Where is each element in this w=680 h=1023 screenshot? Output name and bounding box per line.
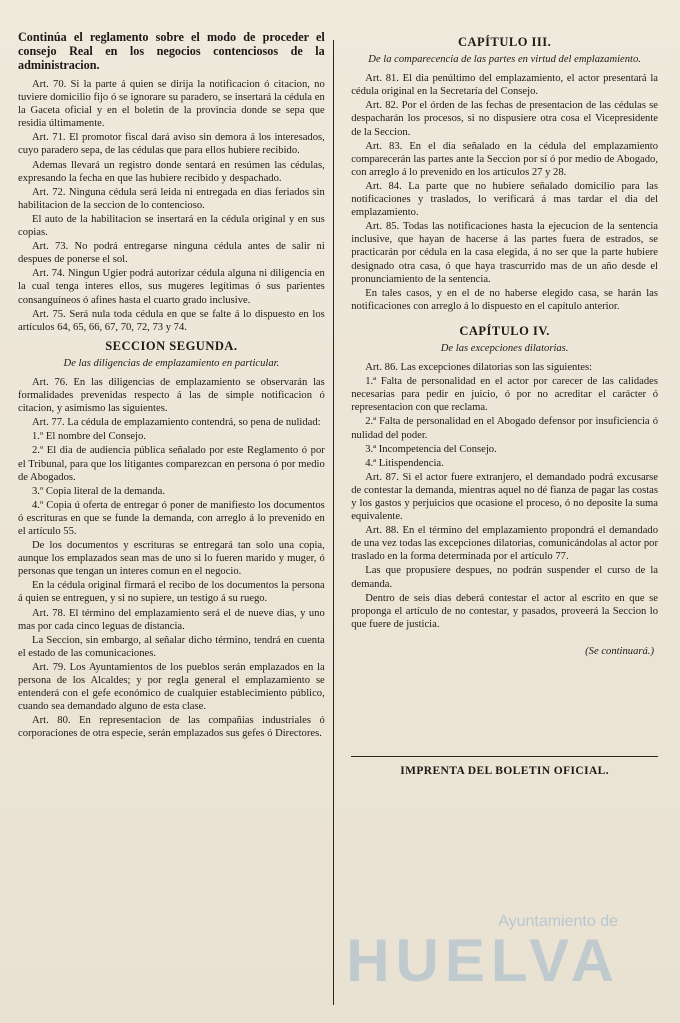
section-subtitle: De las diligencias de emplazamiento en particular. [63, 357, 280, 369]
article-paragraph: 4.ª Litispendencia. [365, 457, 444, 469]
article-paragraph: Art. 73. No podrá entregarse ninguna cédula antes de salir ni despues de ponerse el sol. [18, 241, 325, 266]
article-paragraph: Dentro de seis dias deberá contestar el actor al escrito en que se proponga el artículo de no contestar, y pasados, proveerá la Seccion lo que fuere de justicia. [351, 592, 658, 630]
left-column [18, 30, 325, 1005]
article-paragraph: Art. 76. En las diligencias de emplazamiento se observarán las formalidades prevenidas respecto á las de simple notificacion ó citacion, y asimismo las siguientes. [18, 376, 325, 415]
article-paragraph: 1.º El nombre del Consejo. [32, 431, 146, 443]
article-paragraph: 4.º Copia ú oferta de entregar ó poner de manifiesto los documentos ó escrituras en que se funde la demanda, con arreglo á lo prevenido en el artículo 55. [18, 499, 325, 537]
article-paragraph: 2.º El dia de audiencia pública señalado por este Reglamento ó por el Tribunal, para que los litigantes comparezcan en persona ó por medio de Abogados. [18, 445, 325, 483]
chapter-4-subtitle: De las excepciones dilatorias. [440, 342, 569, 354]
article-paragraph: 2.ª Falta de personalidad en el Abogado defensor por insuficiencia ó nulidad del poder. [351, 416, 658, 441]
article-paragraph: Art. 72. Ninguna cédula será leida ni entregada en dias feriados sin habilitacion de la seccion de lo contencioso. [18, 186, 325, 211]
article-paragraph: 3.º Copia literal de la demanda. [32, 485, 166, 497]
continuation-note: (Se continuará.) [585, 645, 654, 657]
article-paragraph: En tales casos, y en el de no haberse elegido casa, se harán las notificaciones con arreglo á lo dispuesto en el capítulo anterior. [351, 287, 658, 312]
intro-heading: Continúa el reglamento sobre el modo de proceder el consejo Real en los negocios contenciosos de la administracion. [18, 30, 325, 72]
printer-imprint: IMPRENTA DEL BOLETIN OFICIAL. [400, 765, 610, 778]
column-divider [333, 40, 334, 1005]
right-column [339, 30, 658, 1005]
article-paragraph: La Seccion, sin embargo, al señalar dicho término, tendrá en cuenta el estado de las comunicaciones. [18, 634, 325, 659]
article-paragraph: Art. 86. Las excepciones dilatorias son las siguientes: [365, 362, 593, 374]
right-articles-a [351, 72, 658, 313]
article-paragraph: Art. 85. Todas las notificaciones hasta la ejecucion de la sentencia inclusive, que hayan de hacerse á las partes fuera de estrados, se practicarán por cédula en la casa elegida, á no ser que la parte hubiere designado otra casa, ó que haya trascurrido mas de un año desde el pronunciamiento de la sentencia. [351, 221, 658, 285]
article-paragraph: Art. 74. Ningun Ugier podrá autorizar cédula alguna ni diligencia en la cual tenga interes ellos, sus mugeres legítimas ó sus parientes consanguíneos ó afines hasta el cuarto grado inclusive. [18, 268, 325, 306]
article-paragraph: Art. 78. El término del emplazamiento será el de nueve dias, y uno mas por cada cinco leguas de distancia. [18, 607, 325, 632]
watermark-logo: HUELVA [346, 927, 620, 994]
article-paragraph: Art. 88. En el término del emplazamiento propondrá el demandado de una vez todas las excepciones dilatorias, comunicándolas al actor por traslado en la forma determinada por el artículo 77. [351, 525, 658, 563]
article-paragraph: 1.ª Falta de personalidad en el actor por carecer de las calidades necesarias para pedir en juicio, ó por no acreditar el carácter ó representacion con que reclama. [351, 376, 658, 414]
article-paragraph: Art. 80. En representacion de las compañias industriales ó corporaciones de otra especie, serán emplazados sus gefes ó Directores. [18, 715, 325, 740]
article-paragraph: Art. 84. La parte que no hubiere señalado domicilio para las notificaciones y traslados, lo verificará á mas tardar el dia del emplazamiento. [351, 180, 658, 219]
chapter-3-subtitle: De la comparecencia de las partes en virtud del emplazamiento. [368, 54, 641, 66]
left-articles-a [18, 78, 325, 334]
right-articles-b [351, 361, 658, 631]
article-paragraph: Art. 75. Será nula toda cédula en que se falte á lo dispuesto en los artículos 64, 65, 66, 67, 70, 72, 73 y 74. [18, 308, 325, 333]
article-paragraph: Art. 71. El promotor fiscal dará aviso sin demora á los interesados, cuyo paradero sepa, de las cédulas que para ellos hubiere recibido. [18, 132, 325, 157]
watermark-subtitle: Ayuntamiento de [498, 913, 618, 930]
article-paragraph: Art. 81. El dia penúltimo del emplazamiento, el actor presentará la cédula original en la Secretaría del Consejo. [351, 73, 658, 98]
chapter-3-title: CAPÍTULO III. [457, 35, 552, 49]
article-paragraph: Art. 82. Por el órden de las fechas de presentacion de las cédulas se despacharán los procesos, si no dispusiere otra cosa el Vicepresidente de la Seccion. [351, 100, 658, 138]
chapter-4-title: CAPÍTULO IV. [459, 323, 550, 338]
printer-block [351, 756, 658, 778]
article-paragraph: Art. 83. En el dia señalado en la cédula del emplazamiento comparecerán las partes ante la Seccion por sí ó por medio de Abogado, con arreglo á lo prevenido en los artículos 27 y 28. [351, 140, 658, 178]
section-title: SECCION SEGUNDA. [105, 338, 238, 353]
article-paragraph: Art. 77. La cédula de emplazamiento contendrá, so pena de nulidad: [32, 417, 321, 429]
article-paragraph: 3.ª Incompetencia del Consejo. [365, 443, 497, 455]
article-paragraph: Ademas llevará un registro donde sentará en resúmen las cédulas, expresando la fecha en que las hubiere recibido y despachado. [18, 159, 325, 184]
article-paragraph: Art. 79. Los Ayuntamientos de los pueblos serán emplazados en la persona de los Alcaldes; y por regla general el emplazamiento se entenderá con el gefe económico de cualquier establecimiento público, cuando sea demandado alguno de esta clase. [18, 661, 325, 713]
article-paragraph: Las que propusiere despues, no podrán suspender el curso de la demanda. [351, 565, 658, 590]
article-paragraph: En la cédula original firmará el recibo de los documentos la persona á quien se entreguen, y si no supiere, un testigo á su ruego. [18, 580, 325, 605]
article-paragraph: Art. 87. Si el actor fuere extranjero, el demandado podrá excusarse de contestar la demanda, mientras aquel no dé fianza de pagar las costas y los gastos y perjuicios que ocasione el proceso, ó no deposite la suma equivalente. [351, 471, 658, 523]
two-column-layout [18, 30, 658, 1005]
article-paragraph: Art. 70. Si la parte á quien se dirija la notificacion ó citacion, no tuviere domicilio fijo ó se ignorare su paradero, se insertará la cédula en la Gaceta oficial y en el boletin de la provincia donde se sepa que residia últimamente. [18, 79, 325, 130]
article-paragraph: El auto de la habilitacion se insertará en la cédula original y en sus copias. [18, 213, 325, 239]
article-paragraph: De los documentos y escrituras se entregará tan solo una copia, aunque los emplazados sean mas de uno si lo fueren marido y muger, ó personas que tengan un interes comun en el negocio. [18, 540, 325, 578]
left-articles-b [18, 376, 325, 741]
